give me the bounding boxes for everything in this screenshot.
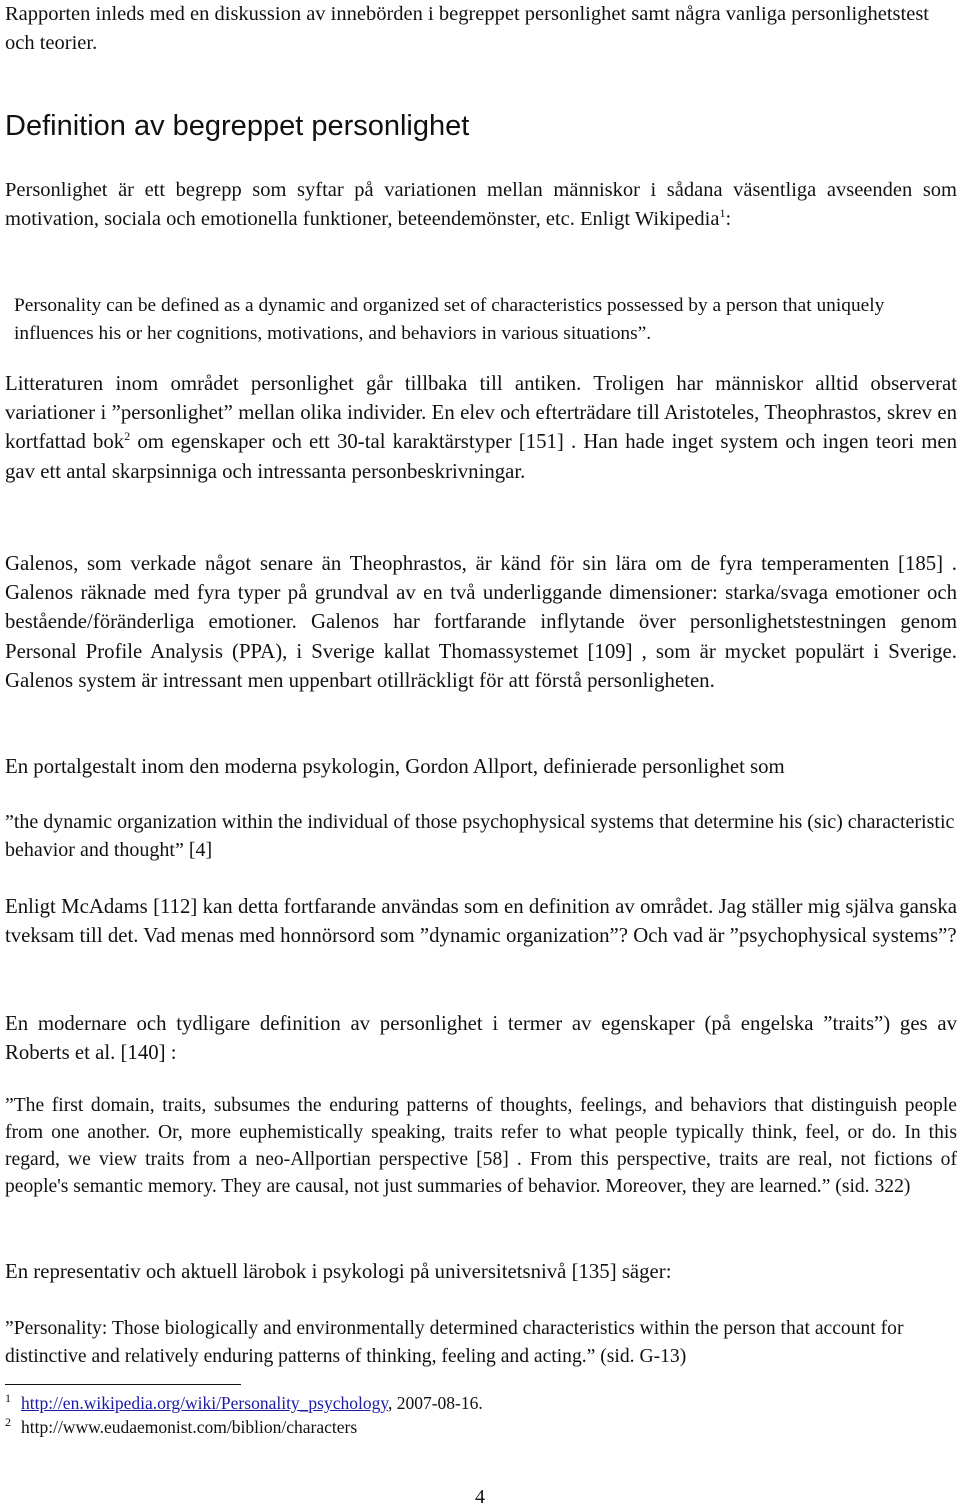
footnote-number: 1	[5, 1391, 11, 1406]
definition-text: Personlighet är ett begrepp som syftar på variationen mellan människor i sådana väsentliga avseenden som motivation, sociala och emotionella funktioner, beteendemönster, etc. Enligt Wikipedia	[5, 179, 957, 230]
page-number: 4	[475, 1486, 485, 1508]
quote-roberts: ”The first domain, traits, subsumes the enduring patterns of thoughts, feelings, and behaviors that distinguish people from one another. Or, more euphemistically speaking, traits refer to what people typically think, feel, or do. In this regard, we view traits from a neo-Allportian perspective [58] . From this perspective, traits are real, not fictions of people's semantic memory. They are causal, not just summaries of behavior. Moreover, they are learned.” (sid. 322)	[5, 1095, 957, 1197]
footnote-1	[5, 1392, 483, 1414]
footnote-link[interactable]: http://en.wikipedia.org/wiki/Personality_psychology	[21, 1393, 388, 1413]
galenos-paragraph: Galenos, som verkade något senare än Theophrastos, är känd för sin lära om de fyra temperamenten [185] . Galenos räknade med fyra typer på grundval av en två underliggande dimensioner: starka/svaga emotioner och bestående/föränderliga emotioner. Galenos har fortfarande inflytande över personlighetstestningen genom Personal Profile Analysis (PPA), i Sverige kallat Thomassystemet [109] , som är mycket populärt i Sverige. Galenos system är intressant men uppenbart otillräckligt för att förstå personligheten.	[5, 552, 957, 692]
footnote-text: http://www.eudaemonist.com/biblion/characters	[21, 1417, 358, 1437]
footnote-2	[5, 1416, 357, 1438]
section-heading: Definition av begreppet personlighet	[5, 110, 470, 142]
definition-paragraph	[5, 176, 957, 234]
quote-wikipedia: Personality can be defined as a dynamic and organized set of characteristics possessed by a person that uniquely influences his or her cognitions, motivations, and behaviors in various situations”.	[14, 295, 885, 344]
mcadams-paragraph: Enligt McAdams [112] kan detta fortfarande användas som en definition av området. Jag ställer mig själva ganska tveksam till det. Vad menas med honnörsord som ”dynamic organization”? Och vad är ”psychophysical systems”?	[5, 895, 957, 948]
definition-tail: :	[725, 208, 732, 230]
litteratur-paragraph	[5, 369, 957, 486]
footnote-number: 2	[5, 1415, 11, 1430]
intro-paragraph: Rapporten inleds med en diskussion av innebörden i begreppet personlighet samt några vanliga personlighetstest och teorier.	[5, 3, 929, 54]
textbook-paragraph: En representativ och aktuell lärobok i psykologi på universitetsnivå [135] säger:	[5, 1260, 672, 1283]
litteratur-tail: om egenskaper och ett 30-tal karaktärstyper [151] . Han hade inget system och ingen teori men gav ett antal skarpsinniga och intressanta personbeskrivningar.	[5, 430, 957, 483]
allport-paragraph: En portalgestalt inom den moderna psykologin, Gordon Allport, definierade personlighet som	[5, 755, 785, 778]
quote-allport: ”the dynamic organization within the individual of those psychophysical systems that determine his (sic) characteristic behavior and thought” [4]	[5, 811, 955, 861]
roberts-paragraph: En modernare och tydligare definition av personlighet i termer av egenskaper (på engelska ”traits”) ges av Roberts et al. [140] :	[5, 1012, 957, 1065]
litteratur-text: Litteraturen inom området personlighet går tillbaka till antiken. Troligen har människor alltid observerat variationer i ”personlighet” mellan olika individer. En elev och efterträdare till Aristoteles, Theophrastos, skrev en kortfattad bok	[5, 372, 957, 454]
footnote-divider	[5, 1384, 241, 1385]
footnote-ref-1[interactable]: 1	[719, 206, 726, 221]
footnote-tail: , 2007-08-16.	[387, 1393, 483, 1413]
quote-textbook: ”Personality: Those biologically and environmentally determined characteristics within the person that account for distinctive and relatively enduring patterns of thinking, feeling and acting.” (sid. G-13)	[5, 1318, 904, 1367]
footnote-ref-2[interactable]: 2	[124, 429, 131, 444]
